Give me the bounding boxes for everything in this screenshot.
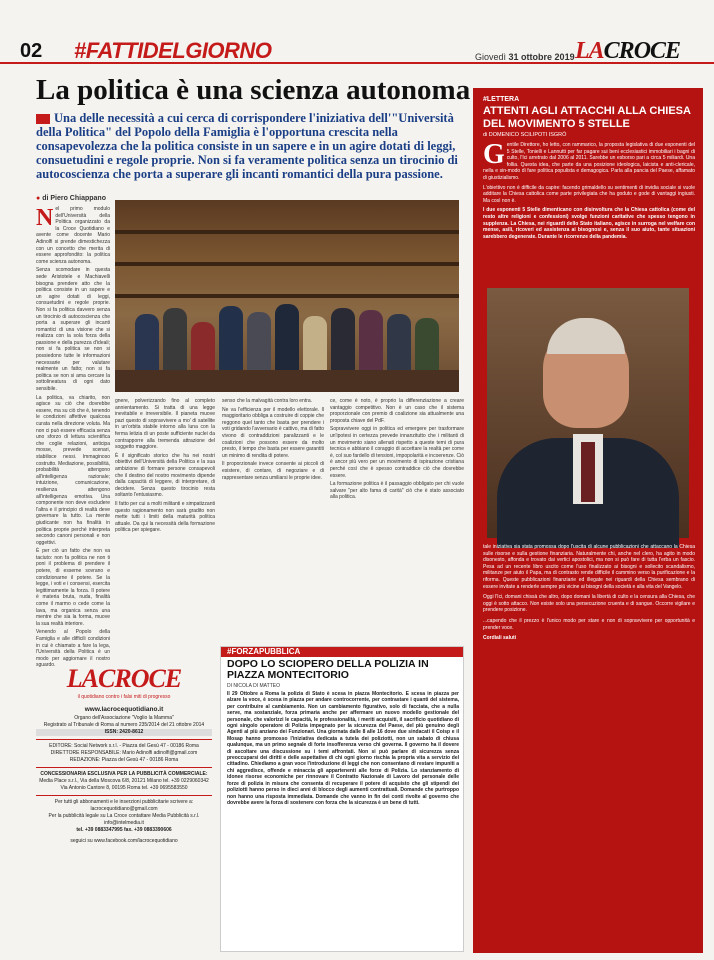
police-body: Il 29 Ottobre a Roma la polizia di Stato è scesa in piazza Montecitorio. E scesa in piazza per alzare la voce, è scesa in piazza per andare controcorrente, per contrastare i quanti del sistema, per contribuire al cambiamento. Non un cambiamento figurativo, solo di facciata, che a nulla serve, ma sostanziale, forza primaria anche per affermare un nuovo modello gestionale del personale, che valorizzi le capacità, le professionalità, i meriti acquisiti, il sacrificio quotidiano di ogni singolo operatore di Polizia impegnato per la sicurezza del Paese, del più genuino degli Agenti al più anziano dei Funzionari. Una giornata dalle 8 alle 16 dove due sindacati il Coisp e il Mosap hanno promosso l'iniziativa dedicata a tutela dei poliziotti, non un sabato di chiusa qualunque, ma un primo segnale di forte insofferenza verso chi governa. Il governo ha il dovere di ascoltare una discussione su i temi affrontati. Non si può parlare di sicurezza senza preoccuparsi dei diritti e delle aspettative di chi ogni giorno rischia la propria vita a servizio del cittadino. Chiediamo a gran voce l'introduzione di leggi che non consentano di restare impuniti a chi aggredisce, offende e minaccia gli appartenenti alle forze di Polizia. Lo stanziamento di idonee risorse economiche per rinnovare il Contratto Nazionale di Lavoro del personale delle forze di polizia in misura che consenta di recuperare il potere di acquisto che gli stipendi dei poliziotti hanno perso in dieci anni di blocco degli aumenti contrattuali. Domande che purtroppo non hanno una risposta immediata. Domande che vanno in fin dei conti rivolte al governo che dovrebbe avere la forza di sostenere con forza che la sicurezza è un bene di tutti. [227, 691, 459, 806]
page-header [0, 0, 714, 64]
paragraph: gnere, polverizzando fino al completo annientamento. Si tratta di una legge inevitabile e irreversibile. Il pianeta muove pazi questo di sopravvivere a mo' di satellite in un'orbita stabile intorno alla luna con la ferma letizia di un poste sufficiente nuclei da contrapporre alla tremenda attrazione del soggetto maggiore. [115, 398, 215, 451]
paragraph: È per ciò un fatto che non va taciuto: non fa politica ne non ti poni il problema di prendere il potere, di esserne sovrano e condizionarne il potere. Se la legge, i voti e i consensi, esercita legittimamente la forza. Il potere è materia bruta, nuda, finalità come il marmo o cede come la lava, ma organica senza una mentre che sia la forma, muove la sua realtà interiore. [36, 548, 110, 627]
masthead-tagline: il quotidiano contro i falsi miti di progresso [77, 694, 171, 700]
letter-body [483, 544, 695, 948]
direttore: DIRETTORE RESPONSABILE: Mario Adinolfi adinolfi@gmail.com [50, 750, 198, 756]
logo-la: LA [575, 38, 604, 64]
article-byline: ● di Piero Chiappano [36, 195, 106, 202]
paragraph: Ne va l'efficienza per il modello elettorale. Il maggioritario obbliga a costruire di coppie che reggono quel tanto che basta per prendere i voti gridando l'avversario è cattivo, ma di fatto vivono di contraddizioni paralizzanti e le coalizioni che possono essere da molto presto, il tempo che basta per essere garantiti un minimo di rendita di potere. [222, 406, 325, 459]
paragraph: tale iniziativa sia stata promossa dopo l'uscita di alcune pubblicazioni che attaccano la Chiesa sulle risorse e sulla gestione finanziaria. Naturalmente chi, anche nel clero, ha agito in modo disonesto, affonda e trovato dai vertici apostolici, ma non si può fare di tutta l'erba un fascio. Pesa ad un recente libro uscito come l'uso finalizzato ai bisogni e sollecito scandalismo, militanze per aiuto il Papa, ma di contrasto rende difficile il cammino verso la purificazione e la riforma. Queste pubblicazioni finanziarie ed illegate nei riguardi della Chiesa sembrano di essere invitate a renderle sempre più vicine ai bisogni della società e alla vita del Vangelo. [483, 544, 695, 590]
redazione: REDAZIONE: Piazza del Gesù 47 - 00186 Roma [69, 757, 179, 763]
info-line: Per la pubblicità legale su La Croce contattare Media Pubblicità s.r.l. info@intelmedia.it [48, 813, 200, 826]
paragraph: ...capendo che il prezzo è l'unico modo per stare e non di sopravvivere per opportunità e prender voce. [483, 617, 695, 631]
paragraph: senso che la malvagità contra loro entra. [222, 398, 313, 404]
portrait-photo [487, 288, 689, 538]
letter-intro: Gentile Direttore, ho letto, con rammarico, la proposta legislativa di due esponenti del 5 Stelle, Tonielli e Lannutti per far pagare sui beni ecclesiastici immobiliari i bagni di culto, l'Ici arretrato dal 2006 al 2011. Sarebbe un esborso pari a circa 5 miliardi. Una follia. Questa idea, che parte da una posizione ideologica, laicista e anti-clericale, nella e sin-modo di fare politica populista e demagogica. Parla alla pancia del Paese, affamato di giustizialismo. L'obiettivo non è difficile da capire: facendo grimaldello su sentimenti di invidia sociale si vuole additare la Chiesa cattolica come parte privilegiata che ha goduto e gode di vantaggi ingiusti. Ma così non è. I due esponenti 5 Stelle dimenticano con disinvoltura che la Chiesa cattolica (come del resto altre religioni e confessioni) svolge funzioni caritative che spesso tengono in supplenza. La Chiesa, nei riguardi dello Stato italiano, agisce in surroga nel welfare con mense, asili, ricoveri ed assistenza ai bisognosi e, senza il suo aiuto, tante situazioni sarebbero degenerate. Durante le ricorrenze della pandemia. [483, 139, 695, 240]
paragraph: Senza scomodare in questa sede Aristotele e Machiavelli bisogna prendere atto che la politica consiste in un sapere e un agire dotati di leggi, consuetudini e regole proprie. Non si fa politica davvero senza un tirocinio di autocoscienza che porta a superare gli incanti romantici di una visione che si realizza con la sola forza della passione e della purezza d'ideali; non si fa politica se non si possiedono tutte le informazioni necessarie per valutare realmente un fatto; non si fa politica se non si ama cercare la sottolineatura di ogni dato sensibile. [36, 267, 110, 393]
police-kicker: #FORZAPUBBLICA [221, 647, 463, 657]
article-column-3 [222, 398, 324, 642]
issue-date: Giovedì 31 ottobre 2019 [475, 52, 575, 62]
letter-title: ATTENTI AGLI ATTACCHI ALLA CHIESA DEL MOVIMENTO 5 STELLE [483, 105, 691, 130]
editore: EDITORE: Social Network s.r.l. - Piazza del Gesù 47 - 00186 Roma [49, 743, 199, 749]
page-number: 02 [20, 40, 43, 62]
letter-sign: Cordiali saluti [483, 635, 517, 642]
paragraph: La formazione politica è il passaggio obbligato per chi vuole salvare "per alto fama di carità" ciò che è stato associato alla politica. [330, 481, 464, 501]
masthead-line: Registrato al Tribunale di Roma al numero 235/2014 del 21 ottobre 2014 [43, 722, 205, 728]
paragraph: I due esponenti 5 Stelle dimenticano con disinvoltura che la Chiesa cattolica (come del resto altre religioni e confessioni) svolge funzioni caritative che spesso tengono in supplenza. La Chiesa, nei riguardi dello Stato italiano, agisce in surroga nel welfare con mense, asili, ricoveri ed assistenza ai bisognosi e, senza il suo aiuto, tante situazioni sarebbero degenerate. Durante le ricorrenze della pandemia. [483, 207, 695, 240]
article-column-2 [115, 398, 215, 642]
letter-column [473, 88, 703, 953]
article-subtitle: Una delle necessità a cui cerca di corrispondere l'iniziativa dell'"Università della Politica" del Popolo della Famiglia è l'opportuna crescita nella consapevolezza che la politica consiste in un sapere e in un agire dotati di leggi, consuetudini e regole proprie. Non si fa veramente politica senza un tirocinio di autocoscienza che porta a superare gli incanti romantici della pura passione. [36, 111, 458, 181]
concessionaria: CONCESSIONARIA ESCLUSIVA PER LA PUBBLICITÀ COMMERCIALE: [40, 771, 208, 777]
letter-drop-cap: G [483, 139, 505, 170]
article-column-4 [330, 398, 464, 642]
masthead-line: Organo dell'Associazione "Voglio la Mamma" [74, 715, 174, 721]
paragraph: È il significato storico che ha nei nostri obiettivi dell'Università della Politica e la sua ambizione di formare persone consapevoli che il destino del nostro movimento dipende dalla capacità di leggere, di interpretare, di decidere. Senza questo tirocinio resta soltanto l'entusiasmo. [115, 452, 215, 499]
logo-croce: CROCE [603, 38, 681, 64]
media-place-2: Via Antonio Cantore 8, 00195 Roma tel. +39 0695583550 [60, 785, 188, 791]
paragraph: L'obiettivo non è difficile da capire: facendo grimaldello su sentimenti di invidia sociale si vuole additare la Chiesa cattolica come parte privilegiata che ha goduto e gode di vantaggi ingiusti. Ma così non è. [483, 184, 695, 204]
phone-line: tel. +39 0883347995 fax. +39 0883390606 [76, 827, 172, 833]
paragraph: Il fatto per cui a molti militanti e simpatizzanti questo ragionamento non sarà gradito non mette tutti i limiti della maturità politica attuale. Da qui la necessità della formazione politica per spiegare. [115, 500, 215, 534]
police-article-box [220, 646, 464, 952]
paragraph: Sopravvivere oggi in politica ed emergere per trasformare un'ipotesi in certezza prevede innanzitutto che i militanti di un movimento siano allenati rispetto a queste temi di pura tecnica e abbiano il coraggio di accettare la realtà per come è, col suo fardello di tensioni, impopolarità e incoerenze. Ciò è ancor più vero per un movimento di ispirazione cristiana perché così che è spesso contraddice ciò che dovrebbe essere. [330, 426, 464, 479]
article-title: La politica è una scienza autonoma [36, 74, 471, 106]
paragraph: Il proporzionale invece consente ai piccoli di esistere, di contare, di negoziare e di rappresentare senza umiliarsi le proprie idee. [222, 461, 324, 481]
paragraph: ce, come è noto, è proprio la differenziazione a creare vantaggio competitivo. Non è un caso che il sistema proporzionale con premio di coalizione sia attualmente una proposta chiave del PdF. [330, 398, 464, 424]
info-line: Per tutti gli abbonamenti e le inserzioni pubblicitarie scrivere a: lacrocequotidiano@gmail.com [54, 799, 194, 812]
drop-cap: N [36, 205, 54, 231]
group-photo [115, 200, 459, 392]
police-title: DOPO LO SCIOPERO DELLA POLIZIA IN PIAZZA MONTECITORIO [227, 658, 429, 681]
section-title: #FATTIDELGIORNO [74, 38, 272, 63]
issn: ISSN: 2420-8612 [36, 729, 212, 736]
police-byline: DI NICOLA DI MATTEO [227, 683, 280, 689]
masthead-logo: LACROCE [66, 664, 182, 693]
media-place: Media Place s.r.l., Via della Moscova 6/8, 20121 Milano tel. +39 0229060342 [39, 778, 209, 784]
paragraph: La politica, va chiarito, non agisce su ciò che dovrebbe essere, ma su ciò che è, tenendo le condizioni affettive qualcosa curata nella direzione voluta. Ma non ci può essere efficacia senza uno sforzo di lettura scientifica che coglie relazioni, anticipa mosse, prevede scenari, stabilisce nessi. Immaginoso costrutto. Mediazione, possibilità, probabilità attengono all'intelligenza razionale; intuizione, comunicazione, resilienza attengono all'intelligenza emotiva. Una componente non deve escludere l'altra e il principio di realtà deve governare la tutto. La mente giudicante non ha finalità in politica proprie perché interpreta secondo canoni personali e non oggettivi. [36, 394, 110, 546]
social-link[interactable]: seguici su www.facebook.com/lacrocequotidiano [70, 838, 178, 844]
website-link[interactable]: www.lacrocequotidiano.it [84, 706, 164, 713]
paragraph: Venendo al Popolo della Famiglia e alle difficili condizioni in cui è chiamato a fare la lega, l'Università della Politica è un modo per aggiornare il nostro sguardo. [36, 629, 110, 669]
newspaper-logo [575, 38, 680, 65]
paragraph: Oggi l'Ici, domani chissà che altro, dopo domani la libertà di culto e la censura alla Chiesa, che oggi è sotto attacco. Non esiste solo una persecuzione cruenta e di sangue. Occorre vigilare e prendere posizione. [483, 594, 695, 614]
article-column-1: Nel primo modulo dell'Università della Politica organizzato da la Croce Quotidiano e avente come docente Mario Adinolfi si prende dimestichezza con un concetto che merita di essere approfondito: la politica come scienza autonoma. Senza scomodare in questa sede Aristotele e Machiavelli bisogna prendere atto che la politica consiste in un sapere e un agire dotati di leggi, consuetudini e regole proprie. Non si fa politica davvero senza un tirocinio di autocoscienza che porta a superare gli incanti romantici di una visione che si realizza con la sola forza della passione e della purezza d'ideali; non si fa politica se non si possiedono tutte le informazioni necessarie per valutare realmente un fatto; non si fa politica se non si ama cercare la sottolineatura di ogni dato sensibile. La politica, va chiarito, non agisce su ciò che dovrebbe essere, ma su ciò che è, tenendo le condizioni affettive qualcosa curata nella direzione voluta. Ma non ci può essere efficacia senza uno sforzo di lettura scientifica che coglie relazioni, anticipa mosse, prevede scenari, stabilisce nessi. Immaginoso costrutto. Mediazione, possibilità, probabilità attengono all'intelligenza razionale; intuizione, comunicazione, resilienza attengono all'intelligenza emotiva. Una componente non deve escludere l'altra e il principio di realtà deve governare la tutto. La mente giudicante non ha finalità in politica proprie perché interpreta secondo canoni personali e non oggettivi. È per ciò un fatto che non va taciuto: non fa politica ne non ti poni il problema di prendere il potere, di esserne sovrano e condizionarne il potere. Se la legge, i voti e i consensi, esercita legittimamente la forza. Il potere è materia bruta, nuda, finalità come il marmo o cede come la lava, ma organica senza una mentre che sia la forma, muove la sua realtà interiore. Venendo al Popolo della Famiglia e alle difficili condizioni in cui è chiamato a fare la lega, l'Università della Politica è un modo per aggiornare il nostro sguardo. [36, 205, 110, 669]
masthead [36, 660, 212, 952]
letter-kicker: #LETTERA [483, 96, 520, 103]
letter-byline: di DOMENICO SCILIPOTI ISGRÒ [483, 132, 567, 138]
